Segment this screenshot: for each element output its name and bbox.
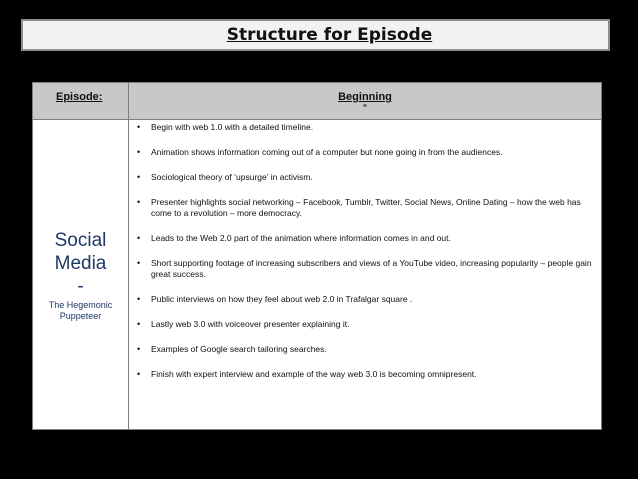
episode-name-line1: Social xyxy=(54,229,107,251)
episode-name-dash: - xyxy=(77,275,84,297)
episode-subtitle: The Hegemonic Puppeteer xyxy=(48,299,113,321)
list-item: • Finish with expert interview and example of the way web 3.0 is becoming omnipresent. xyxy=(137,369,592,380)
header-episode-label: Episode: xyxy=(56,91,103,103)
list-item: • Sociological theory of ‘upsurge’ in activism. xyxy=(137,172,592,183)
list-item: • Short supporting footage of increasing subscribers and views of a YouTube video, increasing popularity – people gain great success. xyxy=(137,258,592,280)
table-header-row xyxy=(33,83,601,120)
list-item: • Leads to the Web 2.0 part of the animation where information comes in and out. xyxy=(137,233,592,244)
page-title: Structure for Episode xyxy=(226,25,433,45)
title-bar xyxy=(21,19,610,51)
list-item: • Begin with web 1.0 with a detailed timeline. xyxy=(137,122,592,133)
list-item: • Public interviews on how they feel about web 2.0 in Trafalgar square . xyxy=(137,294,592,305)
episode-name-line2: Media xyxy=(54,252,107,274)
list-item: • Presenter highlights social networking – Facebook, Tumblr, Twitter, Social News, Online Dating – how the web has come to a revolution – more democracy. xyxy=(137,197,592,219)
header-quote-mark: “ xyxy=(363,103,367,112)
episode-name-cell xyxy=(33,120,128,430)
header-beginning xyxy=(129,91,601,111)
column-divider xyxy=(128,83,129,429)
list-item: • Animation shows information coming out of a computer but none going in from the audiences. xyxy=(137,147,592,158)
header-beginning-label: Beginning xyxy=(338,91,392,103)
beginning-bullet-list xyxy=(137,122,592,394)
list-item: • Examples of Google search tailoring searches. xyxy=(137,344,592,355)
list-item: • Lastly web 3.0 with voiceover presenter explaining it. xyxy=(137,319,592,330)
episode-table xyxy=(32,82,602,430)
